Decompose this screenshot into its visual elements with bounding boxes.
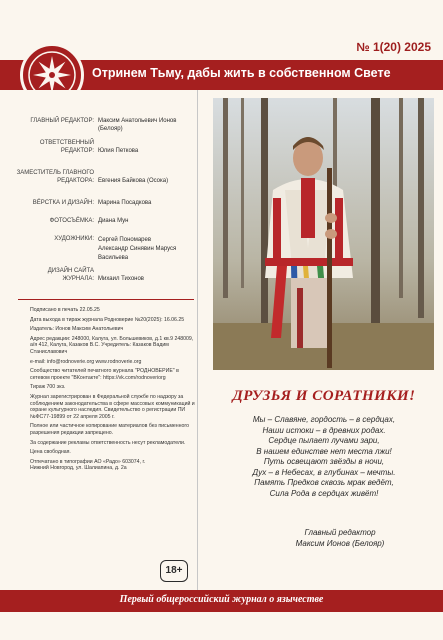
top-bar xyxy=(0,0,443,40)
credit-artists xyxy=(0,236,198,266)
credit-name: Сергей Пономарев Александр Синявин Маруся Васильева xyxy=(98,237,177,261)
credit-role: ГЛАВНЫЙ РЕДАКТОР: xyxy=(30,118,94,124)
signature-role: Главный редактор xyxy=(304,528,376,537)
footer-tagline: Первый общероссийский журнал о язычестве xyxy=(119,594,324,605)
feature-title: ДРУЗЬЯ И СОРАТНИКИ! xyxy=(232,388,416,404)
credit-layout-design xyxy=(0,200,198,210)
cover-photo xyxy=(213,98,434,370)
imprint-registration: Журнал зарегистрирован в Федеральной службе по надзору за соблюдением законодательства в сфере массовых коммуникаций и охране культурного наследия. Свидетельство о регистрации ПИ №ФС77-19899 от 22 апреля 2005 г. xyxy=(30,393,195,420)
poem-line: Сила Рода в сердцах живёт! xyxy=(269,488,379,498)
imprint-signed: Подписано в печать 22.05.25 xyxy=(30,307,100,313)
imprint-address: Адрес редакции: 248000, Калуга, ул. Большевиков, д.1 кв.9 248009, а/я 412, Калуга, Казаков В.С. Учредитель: Казаков Вадим Станиславович xyxy=(30,335,194,355)
imprint-copyright: Полное или частичное копирование материалов без письменного разрешения редакции запрещено. xyxy=(30,423,190,436)
credit-site-design xyxy=(0,268,198,286)
credit-name: Марина Посадкова xyxy=(98,200,152,206)
editor-signature xyxy=(250,528,430,549)
imprint-ads: За содержание рекламы ответственность несут рекламодатели. xyxy=(30,439,186,446)
imprint-publisher: Издатель: Ионов Максим Анатольевич xyxy=(30,326,124,333)
imprint-community: Сообщество читателей печатного журнала "РОДНОВЕРИЕ" в сетевом проекте "ВКонтакте": https://vk.com/rodnoveriorg xyxy=(30,368,179,381)
credit-name: Максим Анатольевич Ионов (Белояр) xyxy=(98,118,177,132)
credit-name: Юлия Петкова xyxy=(98,148,139,154)
section-divider xyxy=(18,299,194,300)
imprint-printed: Отпечатано в типографии АО «Радо» 603074, г. Нижний Новгород, ул. Шалиапина, д. 2а xyxy=(30,458,146,472)
credit-role: ДИЗАЙН САЙТА ЖУРНАЛА: xyxy=(47,268,94,282)
credit-name: Евгения Байкова (Осока) xyxy=(98,178,169,184)
poem-line: Наши истоки – в древних родах. xyxy=(262,425,386,435)
poem xyxy=(210,415,438,499)
credit-deputy-editor xyxy=(0,170,198,188)
imprint-price: Цена свободная. xyxy=(30,449,71,456)
poem-line: Сердце пылает лучами зари, xyxy=(268,436,380,445)
imprint-release: Дата выхода в тираж журнала Родноверие №20(2025): 16.06.25 xyxy=(30,316,185,323)
cover-photo-illustration xyxy=(213,98,434,370)
signature-name: Максим Ионов (Белояр) xyxy=(295,538,385,548)
poem-line: Путь освещают звёзды в ночи, xyxy=(263,457,385,466)
credit-name: Михаил Тихонов xyxy=(98,276,144,282)
poem-line: Дух – в Небесах, в глубинах – мечты. xyxy=(252,467,396,477)
column-rule xyxy=(197,90,198,600)
credit-role: ФОТОСЪЁМКА: xyxy=(49,218,94,224)
age-rating-badge: 18+ xyxy=(160,560,188,582)
imprint-contacts: e-mail: info@rodnoverie.org www.rodnoverie.org xyxy=(30,358,142,365)
poem-line: Мы – Славяне, гордость – в сердцах, xyxy=(252,415,396,424)
credit-name: Диана Мун xyxy=(98,218,129,224)
slogan: Отринем Тьму, дабы жить в собственном Свете xyxy=(92,66,391,80)
poem-line: В нашем единстве нет места лжи! xyxy=(256,446,392,456)
issue-number: № 1(20) 2025 xyxy=(356,40,431,54)
imprint-block xyxy=(30,307,195,475)
credit-role: ХУДОЖНИКИ: xyxy=(54,236,94,242)
credit-role: ВЁРСТКА И ДИЗАЙН: xyxy=(32,200,94,206)
credit-chief-editor xyxy=(0,118,198,136)
credit-managing-editor xyxy=(0,140,198,158)
imprint-circulation: Тираж 700 экз. xyxy=(30,384,66,391)
poem-line: Память Предков сквозь мрак ведёт, xyxy=(254,478,394,487)
credit-photography xyxy=(0,218,198,228)
credit-role: ЗАМЕСТИТЕЛЬ ГЛАВНОГО РЕДАКТОРА: xyxy=(16,170,94,184)
credit-role: ОТВЕТСТВЕННЫЙ РЕДАКТОР: xyxy=(39,140,94,154)
